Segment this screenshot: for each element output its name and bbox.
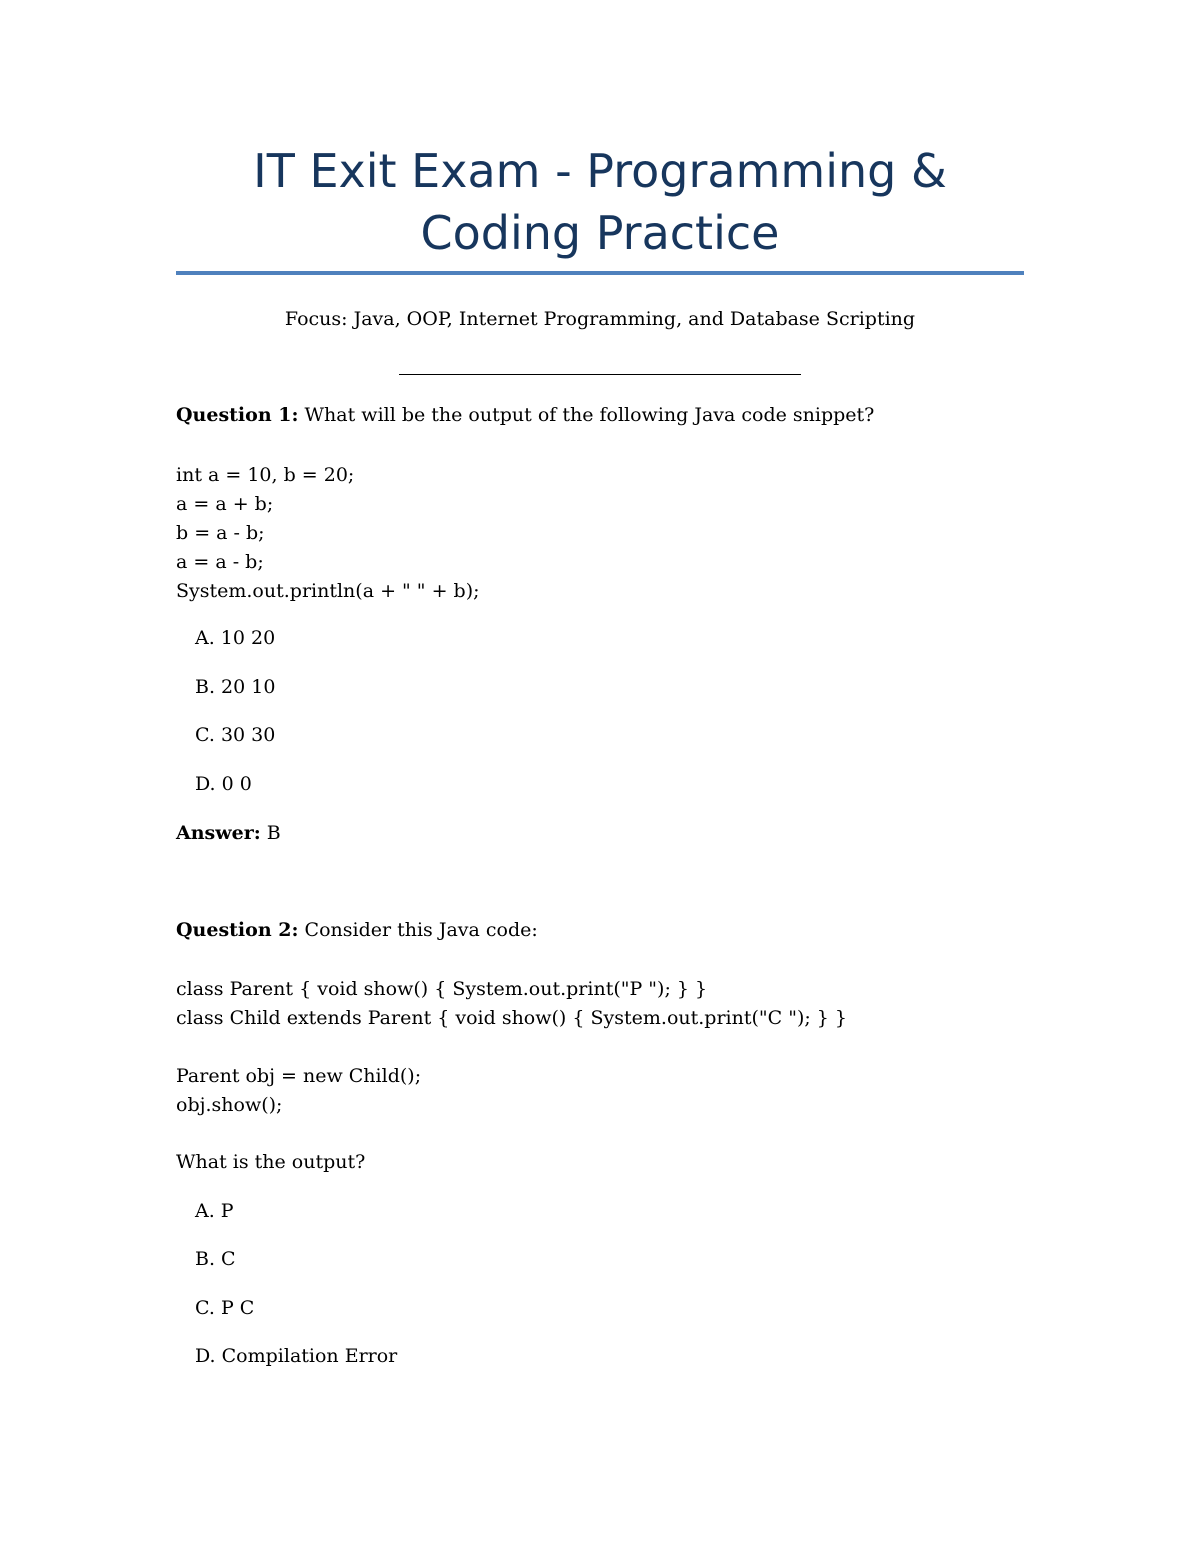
code-line: Parent obj = new Child(); <box>176 1065 422 1087</box>
code-line: b = a - b; <box>176 522 265 544</box>
title-underline <box>176 271 1024 275</box>
question-2-heading <box>176 918 538 942</box>
question-label: Question 1: <box>176 404 299 426</box>
code-line: class Parent { void show() { System.out.print("P "); } } <box>176 978 708 1000</box>
answer-option-a: A. 10 20 <box>195 627 276 649</box>
answer-option-b: B. 20 10 <box>195 676 276 698</box>
answer-option-c: C. 30 30 <box>195 724 276 746</box>
section-divider <box>399 374 801 375</box>
question-prompt: What will be the output of the following Java code snippet? <box>304 404 875 426</box>
document-title: IT Exit Exam - Programming & Coding Practice <box>253 144 947 260</box>
document-subtitle: Focus: Java, OOP, Internet Programming, and Database Scripting <box>284 308 916 330</box>
answer-option-b: B. C <box>195 1248 236 1270</box>
code-line: System.out.println(a + " " + b); <box>176 580 480 602</box>
code-line: a = a - b; <box>176 551 264 573</box>
answer-option-d: D. Compilation Error <box>195 1345 398 1367</box>
code-line: a = a + b; <box>176 493 274 515</box>
question-1-answer <box>176 821 281 845</box>
answer-option-a: A. P <box>195 1200 234 1222</box>
code-line: class Child extends Parent { void show() { System.out.print("C "); } } <box>176 1007 848 1029</box>
code-line: obj.show(); <box>176 1094 283 1116</box>
question-1-heading <box>176 403 874 427</box>
question-2-followup: What is the output? <box>176 1151 366 1173</box>
answer-label: Answer: <box>176 822 261 844</box>
question-prompt: Consider this Java code: <box>304 919 538 941</box>
code-line: int a = 10, b = 20; <box>176 464 355 486</box>
answer-option-d: D. 0 0 <box>195 773 252 795</box>
answer-value: B <box>266 822 281 844</box>
answer-option-c: C. P C <box>195 1297 255 1319</box>
question-label: Question 2: <box>176 919 299 941</box>
